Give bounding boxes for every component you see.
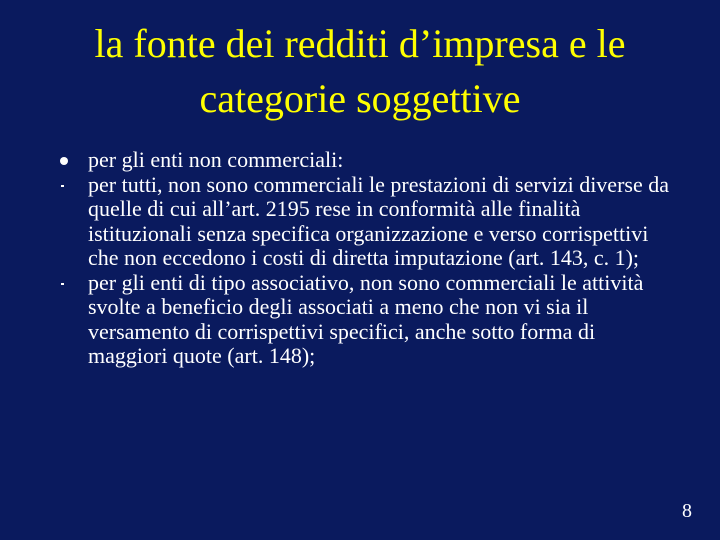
bullet-text: per tutti, non sono commerciali le prestazioni di servizi diverse da quelle di cui all’art. 2195 rese in conformità alle finalità istituzionali senza specifica organizzazione e verso corrispettivi che non eccedono i costi di diretta imputazione (art. 143, c. 1); — [88, 171, 669, 270]
slide-title: la fonte dei redditi d’impresa e le categorie soggettive — [94, 21, 626, 121]
bullet-item-enti-associativi — [60, 271, 670, 369]
bullet-item-prestazioni-servizi — [60, 173, 670, 271]
page-number: 8 — [682, 500, 692, 522]
bullet-item-enti-non-commerciali — [60, 148, 670, 173]
sub-bullet-dash-icon — [61, 185, 64, 187]
bullet-list — [60, 148, 670, 369]
sub-bullet-dash-icon — [61, 283, 64, 285]
bullet-dot-icon — [60, 157, 68, 165]
bullet-text: per gli enti non commerciali: — [88, 147, 344, 172]
bullet-text: per gli enti di tipo associativo, non sono commerciali le attività svolte a beneficio degli associati a meno che non vi sia il versamento di corrispettivi specifici, anche sotto forma di maggiori quote (art. 148); — [88, 269, 644, 368]
